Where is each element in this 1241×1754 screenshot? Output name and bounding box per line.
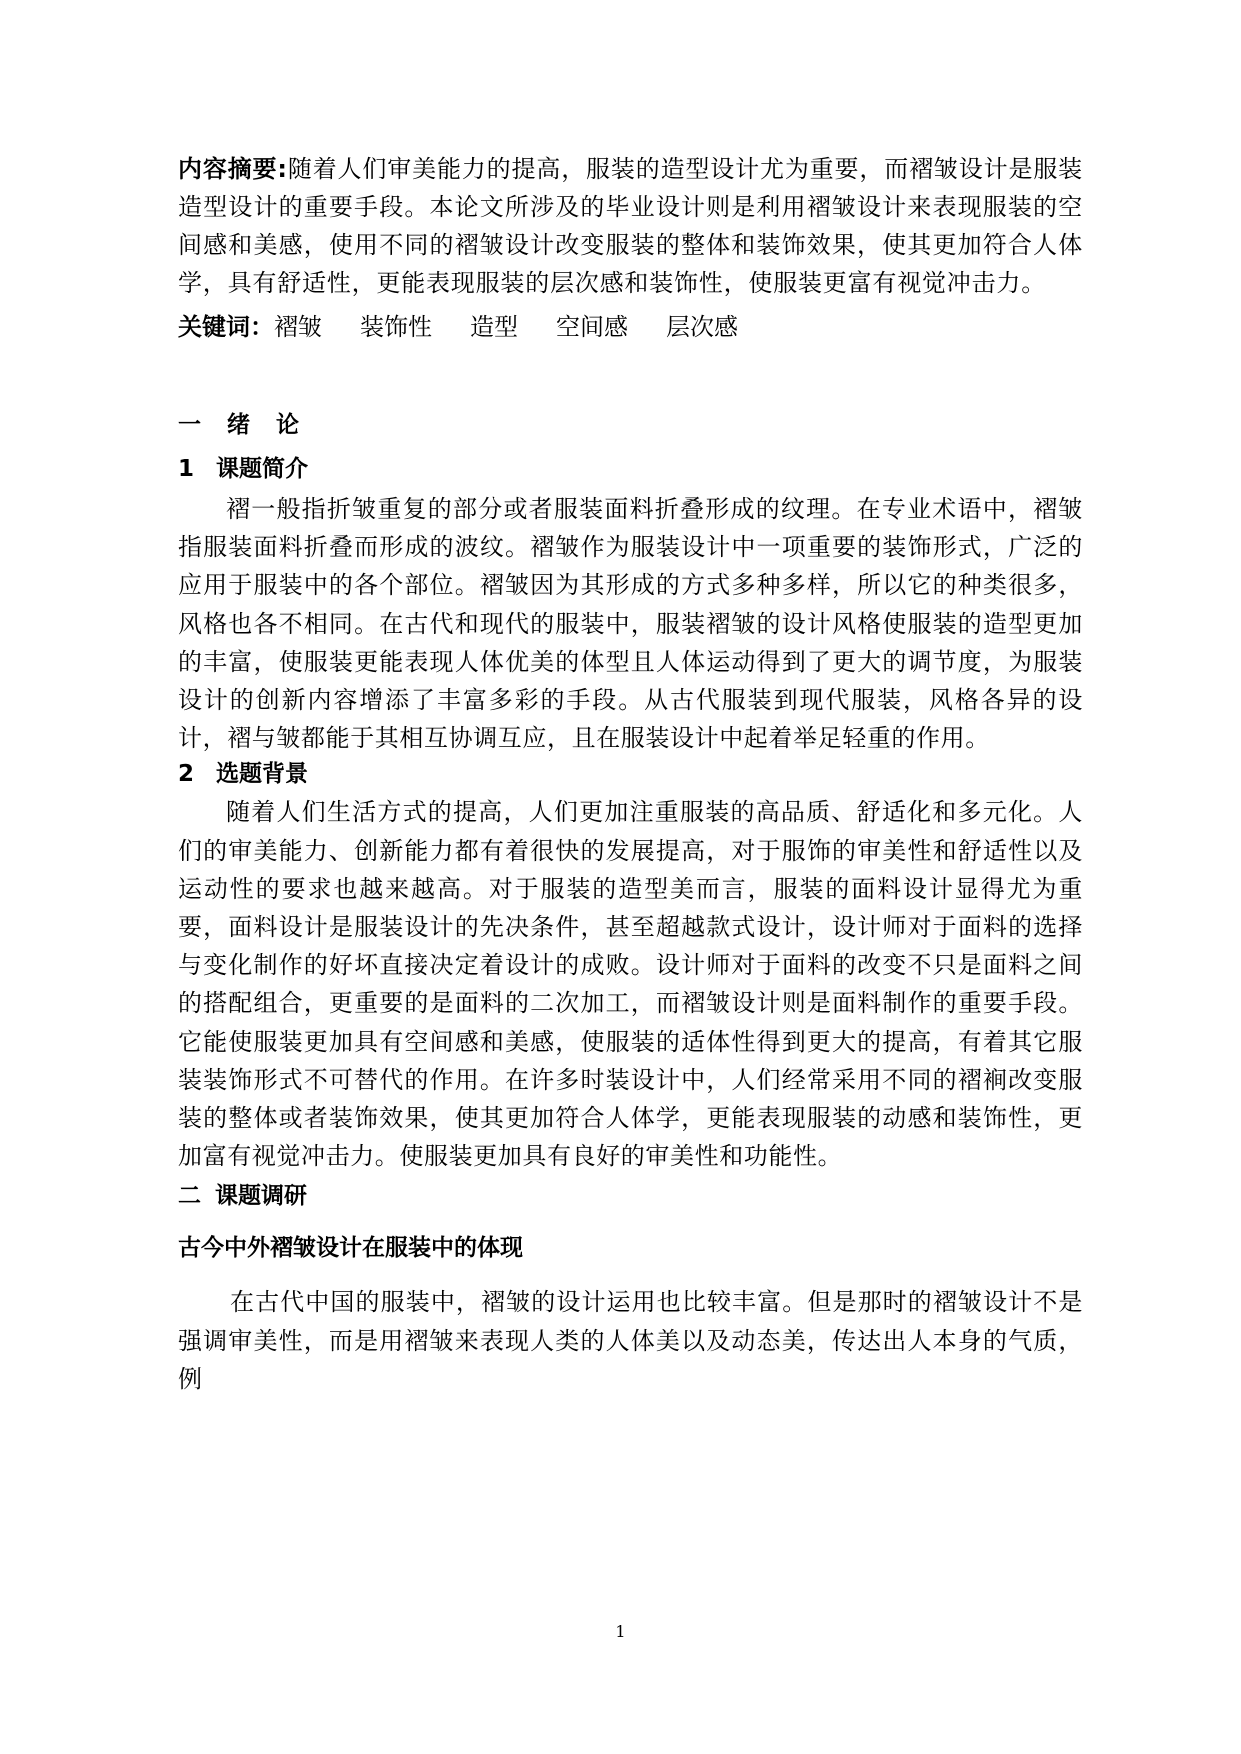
section-number: 二: [178, 1183, 201, 1210]
page-number: 1: [615, 1622, 626, 1641]
section-number: 一: [178, 412, 203, 438]
body-paragraph: 在古代中国的服装中，褶皱的设计运用也比较丰富。但是那时的褶皱设计不是强调审美性，而是用褶皱来表现人类的人体美以及动态美，传达出人本身的气质，例: [178, 1288, 1083, 1393]
body-paragraph: 褶一般指折皱重复的部分或者服装面料折叠形成的纹理。在专业术语中，褶皱指服装面料折叠而形成的波纹。褶皱作为服装设计中一项重要的装饰形式，广泛的应用于服装中的各个部位。褶皱因为其形成的方式多种多样，所以它的种类很多，风格也各不相同。在古代和现代的服装中，服装褶皱的设计风格使服装的造型更加的丰富，使服装更能表现人体优美的体型且人体运动得到了更大的调节度，为服装设计的创新内容增添了丰富多彩的手段。从古代服装到现代服装，风格各异的设计，褶与皱都能于其相互协调互应，且在服装设计中起着举足轻重的作用。: [178, 495, 1083, 753]
keywords-label: 关键词：: [178, 313, 274, 341]
section-title-char: 论: [276, 412, 301, 438]
section-title-char: 绪: [227, 412, 252, 438]
subsection-title: 选题背景: [216, 761, 308, 788]
keywords-line: [178, 308, 1083, 346]
sub-heading: 古今中外褶皱设计在服装中的体现: [178, 1235, 523, 1262]
section-title: 课题调研: [215, 1183, 307, 1210]
section-heading-2: [178, 1179, 1083, 1213]
keyword: 造型: [470, 313, 518, 341]
keyword: 装饰性: [360, 313, 432, 341]
keyword: 空间感: [556, 313, 628, 341]
subsection-heading: [178, 757, 1083, 791]
keyword: 褶皱: [274, 313, 322, 341]
subsection-number: 1: [178, 456, 195, 482]
section-heading-1: [178, 408, 1083, 442]
subsection-title: 课题简介: [216, 456, 308, 482]
keyword: 层次感: [666, 313, 738, 341]
page-content: [178, 150, 1083, 1398]
abstract: [178, 150, 1083, 302]
subsection-heading: [178, 452, 1083, 486]
abstract-text: 随着人们审美能力的提高，服装的造型设计尤为重要，而褶皱设计是服装造型设计的重要手段。本论文所涉及的毕业设计则是利用褶皱设计来表现服装的空间感和美感，使用不同的褶皱设计改变服装的整体和装饰效果，使其更加符合人体学，具有舒适性，更能表现服装的层次感和装饰性，使服装更富有视觉冲击力。: [178, 155, 1083, 297]
body-paragraph: 随着人们生活方式的提高，人们更加注重服装的高品质、舒适化和多元化。人们的审美能力、创新能力都有着很快的发展提高，对于服饰的审美性和舒适性以及运动性的要求也越来越高。对于服装的造型美而言，服装的面料设计显得尤为重要，面料设计是服装设计的先决条件，甚至超越款式设计，设计师对于面料的选择与变化制作的好坏直接决定着设计的成败。设计师对于面料的改变不只是面料之间的搭配组合，更重要的是面料的二次加工，而褶皱设计则是面料制作的重要手段。它能使服装更加具有空间感和美感，使服装的适体性得到更大的提高，有着其它服装装饰形式不可替代的作用。在许多时装设计中，人们经常采用不同的褶裥改变服装的整体或者装饰效果，使其更加符合人体学，更能表现服装的动感和装饰性，更加富有视觉冲击力。使服装更加具有良好的审美性和功能性。: [178, 798, 1083, 1171]
subsection-number: 2: [178, 761, 195, 788]
abstract-label: 内容摘要:: [178, 155, 288, 183]
